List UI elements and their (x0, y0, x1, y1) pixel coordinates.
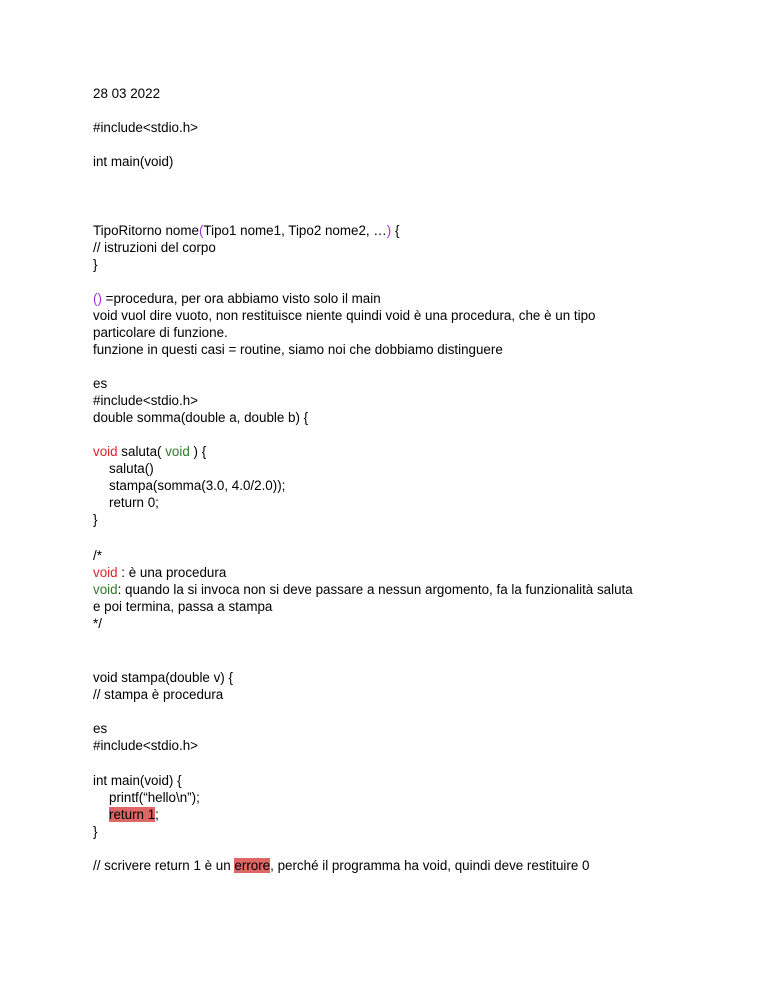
signature-return-and-name: TipoRitorno nome (93, 223, 199, 238)
call-stampa-line: stampa(somma(3.0, 4.0/2.0)); (109, 478, 286, 493)
comment-line-2 (93, 581, 633, 598)
void-keyword-green: void (165, 444, 190, 459)
void-description-line-1: void vuol dire vuoto, non restituisce niente quindi void è una procedura, che è un tipo (93, 308, 596, 323)
highlighted-return-one: return 1 (109, 807, 156, 822)
generic-signature-line (93, 222, 399, 239)
include-line-2: #include<stdio.h> (93, 393, 198, 408)
return-zero-line: return 0; (109, 495, 159, 510)
signature-params: Tipo1 nome1, Tipo2 nome2, … (203, 223, 387, 238)
stampa-signature: void stampa(double v) { (93, 670, 233, 685)
main-signature-2: int main(void) { (93, 773, 182, 788)
void-keyword-green: void (93, 582, 118, 597)
comment-line-2-text: : quando la si invoca non si deve passare a nessun argomento, fa la funzionalità saluta (117, 582, 633, 597)
void-keyword-red: void (93, 444, 118, 459)
printf-line: printf(“hello\n”); (109, 790, 200, 805)
include-line-1: #include<stdio.h> (93, 120, 198, 135)
final-comment-end: , perché il programma ha void, quindi deve restituire 0 (270, 858, 590, 873)
call-saluta-line: saluta() (109, 461, 154, 476)
void-description-line-2: particolare di funzione. (93, 325, 228, 340)
return-one-semicolon: ; (155, 807, 159, 822)
signature-brace: { (391, 223, 400, 238)
comment-close: */ (93, 616, 102, 631)
signature-paren-close: ) (386, 223, 392, 238)
closing-brace-2: } (93, 512, 98, 527)
comment-line-1-text: : è una procedura (117, 565, 227, 580)
void-keyword-red: void (93, 565, 118, 580)
body-comment-line: // istruzioni del corpo (93, 240, 216, 255)
signature-paren-open: ( (198, 223, 204, 238)
highlighted-errore: errore (234, 858, 271, 873)
parens-token: () (93, 291, 102, 306)
comment-line-1 (93, 564, 226, 581)
comment-line-3: e poi termina, passa a stampa (93, 599, 273, 614)
date-line: 28 03 2022 (93, 86, 161, 101)
saluta-signature (93, 443, 206, 460)
return-one-line (109, 806, 159, 823)
include-line-3: #include<stdio.h> (93, 738, 198, 753)
main-signature-1: int main(void) (93, 154, 174, 169)
closing-brace-3: } (93, 824, 98, 839)
example-label-2: es (93, 721, 108, 736)
procedure-description: =procedura, per ora abbiamo visto solo il main (101, 291, 381, 306)
stampa-comment: // stampa è procedura (93, 687, 224, 702)
procedure-line (93, 290, 381, 307)
comment-open: /* (93, 548, 102, 563)
routine-line: funzione in questi casi = routine, siamo noi che dobbiamo distinguere (93, 342, 503, 357)
closing-brace-1: } (93, 257, 98, 272)
example-label-1: es (93, 376, 108, 391)
final-comment-start: // scrivere return 1 è un (93, 858, 235, 873)
saluta-name: saluta( (117, 444, 166, 459)
saluta-brace: ) { (189, 444, 207, 459)
final-comment-line (93, 857, 589, 874)
somma-signature: double somma(double a, double b) { (93, 410, 309, 425)
